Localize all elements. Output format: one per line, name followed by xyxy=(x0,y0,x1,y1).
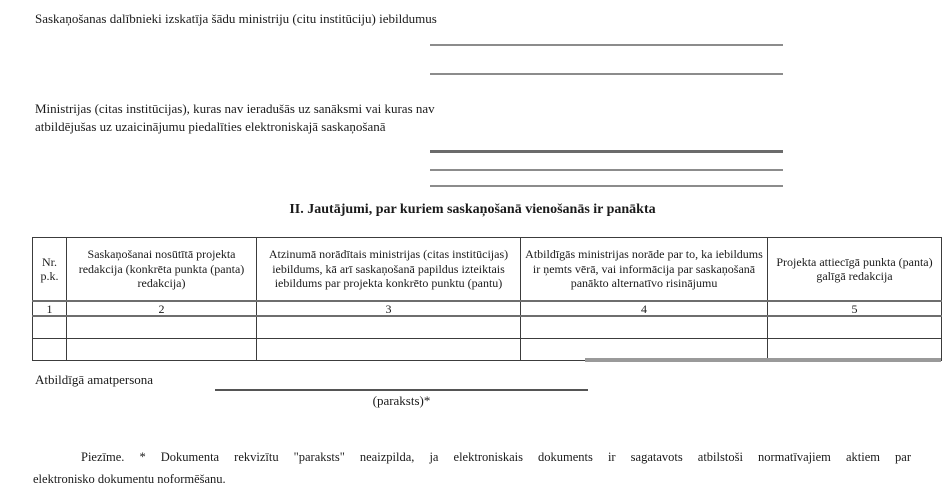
section-title: II. Jautājumi, par kuriem saskaņošanā vienošanās ir panākta xyxy=(289,202,656,217)
footnote xyxy=(33,446,911,490)
column-number: 1 xyxy=(33,301,67,316)
column-number: 5 xyxy=(768,301,942,316)
empty-table-row xyxy=(33,316,942,339)
fill-in-line xyxy=(430,185,783,187)
empty-cell xyxy=(67,339,257,361)
col-header-final-wording: Projekta attiecīgā punkta (panta) galīgā redakcija xyxy=(768,238,942,302)
fill-in-line xyxy=(430,73,783,75)
empty-cell xyxy=(67,316,257,339)
participants-objections-label: Saskaņošanas dalībnieki izskatīja šādu ministriju (citu institūciju) iebildumus xyxy=(35,11,437,26)
fill-in-line xyxy=(430,169,783,171)
signature-caption: (paraksts)* xyxy=(372,393,431,408)
empty-cell xyxy=(33,316,67,339)
empty-cell xyxy=(768,316,942,339)
fill-in-line xyxy=(430,44,783,46)
footnote-line-1: Piezīme. * Dokumenta rekvizītu "paraksts" neaizpilda, ja elektroniskais dokuments ir sagatavots atbilstoši normatīvajiem aktiem par xyxy=(81,450,911,464)
signature-line xyxy=(215,389,588,391)
empty-cell xyxy=(257,316,521,339)
absent-ministries-label: Ministrijas (citas institūcijas), kuras nav ieradušās uz sanāksmi vai kuras nav atbildējušas uz uzaicinājumu piedalīties elektroniskajā saskaņošanā xyxy=(35,101,435,134)
column-number: 3 xyxy=(257,301,521,316)
empty-cell xyxy=(521,316,768,339)
col-header-number: Nr. p.k. xyxy=(33,238,67,302)
column-number: 4 xyxy=(521,301,768,316)
column-number: 2 xyxy=(67,301,257,316)
agreement-table xyxy=(32,237,942,361)
responsible-official-label: Atbildīgā amatpersona xyxy=(35,372,154,387)
scan-artifact-line xyxy=(585,358,941,362)
table-header-row xyxy=(33,238,942,302)
col-header-ministry-note: Atbildīgās ministrijas norāde par to, ka iebildums ir ņemts vērā, vai informācija par saskaņošanā panākto alternatīvo risinājumu xyxy=(521,238,768,302)
col-header-objection: Atzinumā norādītais ministrijas (citas institūcijas) iebildums, kā arī saskaņošanā papildus izteiktais iebildums par projekta konkrēto punktu (pantu) xyxy=(257,238,521,302)
empty-cell xyxy=(33,339,67,361)
column-number-row xyxy=(33,301,942,316)
footnote-line-2: elektronisko dokumentu noformēšanu. xyxy=(33,472,226,486)
fill-in-line xyxy=(430,150,783,153)
empty-cell xyxy=(257,339,521,361)
col-header-sent-wording: Saskaņošanai nosūtītā projekta redakcija (konkrēta punkta (panta) redakcija) xyxy=(67,238,257,302)
